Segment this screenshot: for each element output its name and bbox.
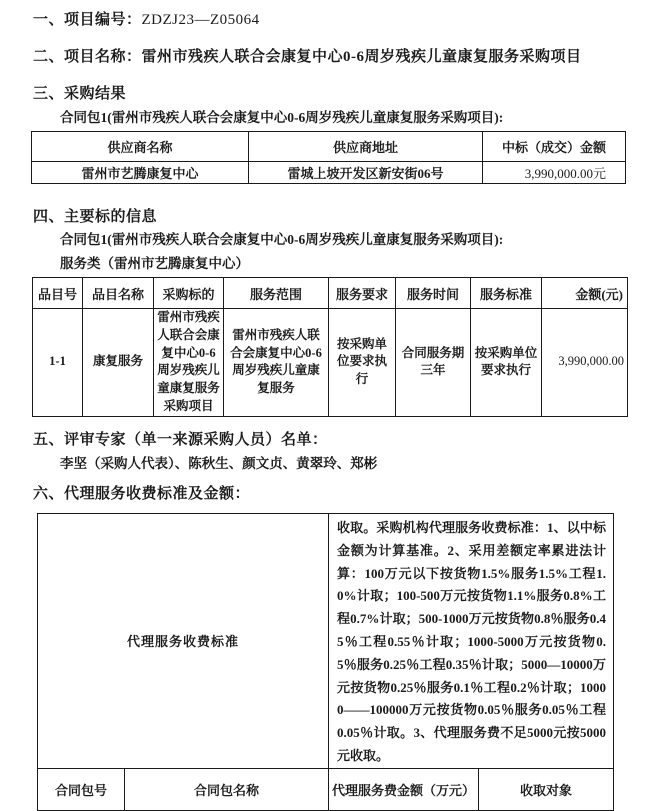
- agency-fee-heading: 六、代理服务收费标准及金额：: [33, 486, 251, 502]
- amount-cell: 3,990,000.00: [542, 309, 628, 417]
- agency-fee-standard-label-cell: 代理服务收费标准: [38, 514, 329, 769]
- requirement-header: 服务要求: [329, 278, 396, 309]
- supplier-result-table: [31, 131, 626, 184]
- supplier-address-cell: 雷城上坡开发区新安街06号: [249, 162, 483, 184]
- expert-list-heading: 五、评审专家（单一来源采购人员）名单：: [33, 432, 328, 448]
- contract-package-note-result: 合同包1(雷州市残疾人联合会康复中心0-6周岁残疾儿童康复服务采购项目):: [60, 110, 504, 125]
- item-no-cell: 1-1: [33, 309, 83, 417]
- fee-payer-header: 收取对象: [479, 768, 614, 810]
- agency-fee-standard-text-cell: 收取。采购机构代理服务收费标准：1、以中标金额为计算基准。2、采用差额定率累进法计算：100万元以下按货物1.5%服务1.5%工程1.0%计取；100-500万元按货物1.1%服务0.8%工程0.7%计取；500-1000万元按货物0.8％服务0.45％工程0.55％计取；1000-5000万元按货物0.5％服务0.25％工程0.35％计取；5000—10000万元按货物0.25％服务0.1％工程0.2％计取；10000——100000万元按货物0.05％服务0.05％工程0.05％计取。3、代理服务费不足5000元按5000元收取。: [329, 514, 614, 769]
- subject-header: 采购标的: [154, 278, 224, 309]
- award-amount-header: 中标（成交）金额: [483, 132, 626, 162]
- main-subject-heading: 四、主要标的信息: [33, 209, 158, 225]
- agency-fee-amount-header: 代理服务费金额（万元）: [329, 768, 479, 810]
- agency-fee-table: [37, 513, 614, 811]
- project-number-label: 一、项目编号：: [33, 12, 142, 28]
- expert-names: 李坚（采购人代表）、陈秋生、颜文贞、黄翠玲、郑彬: [60, 456, 378, 471]
- agency-fee-standard-row: [38, 514, 614, 769]
- award-amount-cell: 3,990,000.00元: [483, 162, 626, 184]
- main-subject-table: [32, 277, 628, 417]
- agency-fee-footer-header-row: [38, 768, 614, 810]
- supplier-name-cell: 雷州市艺腾康复中心: [32, 162, 249, 184]
- contract-package-no-header: 合同包号: [38, 768, 125, 810]
- contract-package-name-header: 合同包名称: [125, 768, 329, 810]
- time-header: 服务时间: [396, 278, 471, 309]
- subject-table-data-row: [33, 309, 628, 417]
- project-name-label: 二、项目名称：: [33, 49, 142, 65]
- subject-cell: 雷州市残疾人联合会康复中心0-6周岁残疾儿童康复服务采购项目: [154, 309, 224, 417]
- standard-header: 服务标准: [471, 278, 542, 309]
- supplier-address-header: 供应商地址: [249, 132, 483, 162]
- amount-header: 金额(元): [542, 278, 628, 309]
- project-name-heading: [33, 45, 582, 66]
- project-name-value: 雷州市残疾人联合会康复中心0-6周岁残疾儿童康复服务采购项目: [141, 49, 582, 65]
- requirement-cell: 按采购单位要求执行: [329, 309, 396, 417]
- contract-package-note-subject: 合同包1(雷州市残疾人联合会康复中心0-6周岁残疾儿童康复服务采购项目):: [60, 232, 504, 247]
- time-cell: 合同服务期三年: [396, 309, 471, 417]
- supplier-name-header: 供应商名称: [32, 132, 249, 162]
- project-number-value: ZDZJ23—Z05064: [141, 12, 260, 28]
- service-category-note: 服务类（雷州市艺腾康复中心）: [60, 256, 249, 271]
- item-name-cell: 康复服务: [83, 309, 154, 417]
- standard-cell: 按采购单位要求执行: [471, 309, 542, 417]
- supplier-table-data-row: [32, 162, 626, 184]
- item-no-header: 品目号: [33, 278, 83, 309]
- scope-header: 服务范围: [224, 278, 329, 309]
- subject-table-header-row: [33, 278, 628, 309]
- supplier-table-header-row: [32, 132, 626, 162]
- scope-cell: 雷州市残疾人联合会康复中心0-6周岁残疾儿童康复服务: [224, 309, 329, 417]
- procurement-result-heading: 三、采购结果: [33, 86, 127, 102]
- item-name-header: 品目名称: [83, 278, 154, 309]
- project-number-heading: [33, 8, 260, 29]
